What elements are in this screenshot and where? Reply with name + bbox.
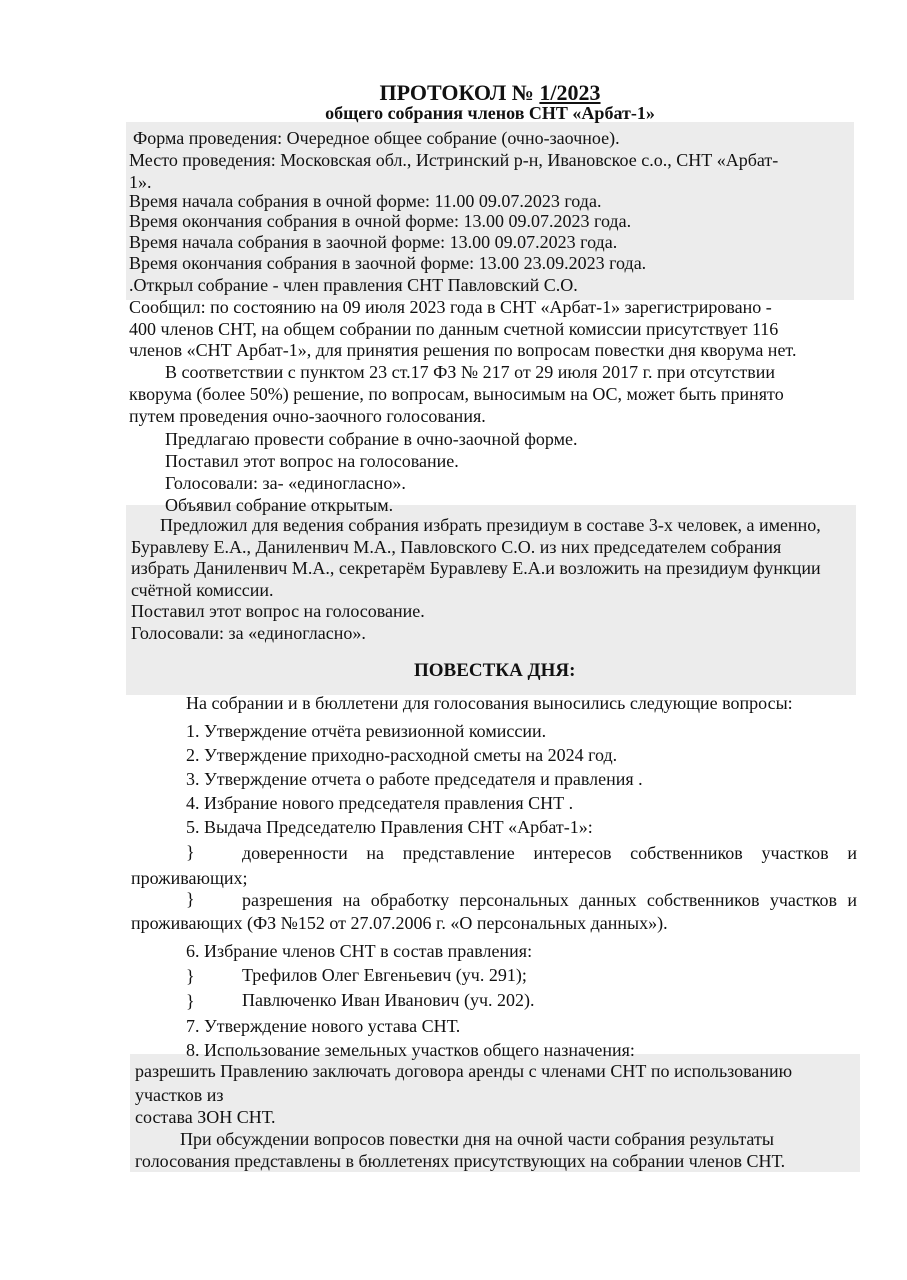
agenda-item-8-text2: участков из [135,1085,224,1105]
voted-1: Голосовали: за- «единогласно». [165,473,406,493]
agenda-item-5b-line2: проживающих (ФЗ №152 от 27.07.2006 г. «О персональных данных»). [131,913,668,933]
presidium-line3: избрать Даниленвич М.А., секретарём Буравлеву Е.А.и возложить на президиум функции [131,558,821,578]
reported-line3: членов «СНТ Арбат-1», для принятия решения по вопросам повестки дня кворума нет. [129,340,797,360]
closing-line1: При обсуждении вопросов повестки дня на очной части собрания результаты [180,1129,774,1149]
opened-by: .Открыл собрание - член правления СНТ Павловский С.О. [129,275,578,295]
agenda-item-8: 8. Использование земельных участков общего назначения: [186,1040,635,1060]
presidium-line2: Буравлеву Е.А., Даниленвич М.А., Павловского С.О. из них председателем собрания [131,537,782,557]
end-remote: Время окончания собрания в заочной форме: 13.00 23.09.2023 года. [129,253,647,273]
bullet-icon: } [186,842,195,862]
closing-line2: голосования представлены в бюллетенях присутствующих на собрании членов СНТ. [135,1151,786,1171]
declared-open: Объявил собрание открытым. [165,495,394,515]
law-line3: путем проведения очно-заочного голосования. [129,406,486,426]
reported-text-1: Сообщил: по состоянию на 09 июля 2023 года в СНТ «Арбат-1» зарегистрировано - [129,297,772,317]
voted-2: Голосовали: за «единогласно». [131,623,366,643]
start-remote: Время начала собрания в заочной форме: 13.00 09.07.2023 года. [129,232,618,252]
agenda-heading: ПОВЕСТКА ДНЯ: [414,660,576,681]
meeting-place-line2: 1». [129,172,152,192]
bullet-icon: } [186,889,195,909]
agenda-item-3: 3. Утверждение отчета о работе председателя и правления . [186,769,643,789]
bullet-icon: } [186,991,195,1011]
law-line1: В соответствии с пунктом 23 ст.17 ФЗ № 217 от 29 июля 2017 г. при отсутствии [165,362,776,382]
agenda-item-2: 2. Утверждение приходно-расходной сметы на 2024 год. [186,745,618,765]
agenda-intro: На собрании и в бюллетени для голосования выносились следующие вопросы: [186,693,793,713]
agenda-item-1: 1. Утверждение отчёта ревизионной комиссии. [186,721,547,741]
protocol-number: 1/2023 [539,80,601,105]
agenda-item-4: 4. Избрание нового председателя правления СНТ . [186,793,574,813]
put-vote-1: Поставил этот вопрос на голосование. [165,451,459,471]
page-subtitle: общего собрания членов СНТ «Арбат-1» [325,103,655,123]
agenda-item-5: 5. Выдача Председателю Правления СНТ «Арбат-1»: [186,817,593,837]
agenda-item-6: 6. Избрание членов СНТ в состав правления: [186,941,533,961]
presidium-line4: счётной комиссии. [131,580,274,600]
law-line2: кворума (более 50%) решение, по вопросам, выносимым на ОС, может быть принято [129,384,784,404]
propose-form: Предлагаю провести собрание в очно-заочной форме. [165,429,578,449]
agenda-item-7: 7. Утверждение нового устава СНТ. [186,1016,461,1036]
bullet-icon: } [186,966,195,986]
meeting-place-line1: Место проведения: Московская обл., Истринский р-н, Ивановское с.о., СНТ «Арбат- [129,150,779,170]
presidium-line1: Предложил для ведения собрания избрать президиум в составе 3-х человек, а именно, [160,515,821,535]
put-vote-2: Поставил этот вопрос на голосование. [131,601,425,621]
agenda-item-5a-line2: проживающих; [131,868,248,888]
agenda-item-6b: Павлюченко Иван Иванович (уч. 202). [242,990,535,1010]
start-inperson: Время начала собрания в очной форме: 11.00 09.07.2023 года. [129,191,602,211]
agenda-item-5a-line1: доверенности на представление интересов собственников участков и [242,843,857,863]
title-prefix: ПРОТОКОЛ № [379,80,540,105]
agenda-item-6a: Трефилов Олег Евгеньевич (уч. 291); [242,965,527,985]
end-inperson: Время окончания собрания в очной форме: 13.00 09.07.2023 года. [129,211,632,231]
reported-line1 [129,296,855,318]
agenda-item-8-text1: разрешить Правлению заключать договора аренды с членами СНТ по использованию [135,1061,793,1081]
reported-line2: 400 членов СНТ, на общем собрании по данным счетной комиссии присутствует 116 [129,319,779,339]
agenda-item-5b-line1: разрешения на обработку персональных данных собственников участков и [242,890,857,910]
agenda-item-8-text3: состава ЗОН СНТ. [135,1107,276,1127]
meeting-form: Форма проведения: Очередное общее собрание (очно-заочное). [133,128,620,148]
